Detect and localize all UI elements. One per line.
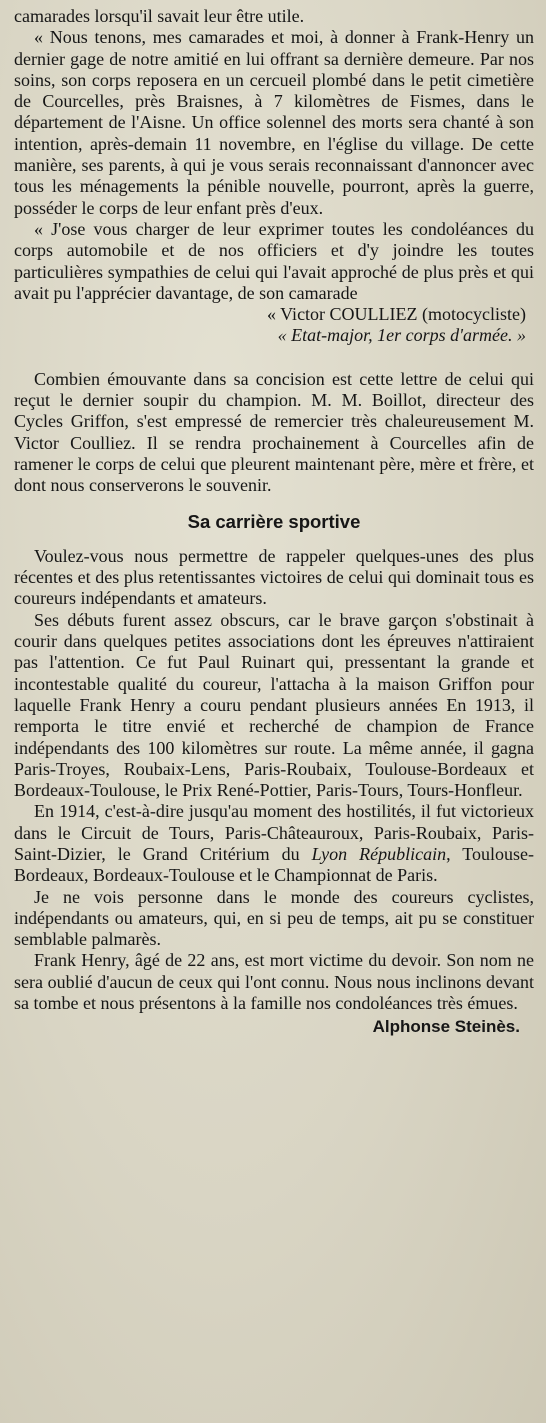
commentary-paragraph: Combien émouvante dans sa concision est cette lettre de celui qui reçut le dernier soupir du champion. M. M. Boillot, directeur des Cycles Griffon, s'est empressé de remercier très chaleureusement M. Victor Coulliez. Il se rendra prochainement à Courcelles afin de ramener le corps de celui que pleurent maintenant père, mère et frère, et dont nous conserverons le souvenir. bbox=[14, 368, 534, 496]
letter-paragraph: « Nous tenons, mes camarades et moi, à donner à Frank-Henry un dernier gage de notre amitié en lui offrant sa dernière demeure. Par nos soins, son corps reposera en un cercueil plombé dans le petit cimetière de Courcelles, près Braisnes, à 7 kilomètres de Fismes, dans le département de l'Aisne. Un office solennel des morts sera chanté à son intention, après-demain 11 novembre, en l'église du village. De cette manière, ses parents, à qui je vous serais reconnaissant d'annoncer avec tous les ménagements la pénible nouvelle, pourront, après la guerre, posséder le corps de leur enfant près d'eux. bbox=[14, 27, 534, 218]
closing-paragraph: Je ne vois personne dans le monde des coureurs cyclistes, indépendants ou amateurs, qui, en si peu de temps, ait pu se constituer semblable palmarès. bbox=[14, 886, 534, 950]
signature-unit-text: « Etat-major, 1er corps d'armée. » bbox=[277, 325, 526, 346]
letter-paragraph: « J'ose vous charger de leur exprimer toutes les condoléances du corps automobile et de nos officiers et d'y joindre les toutes particulières sympathies de celui qui l'avait approché de plus près et qui avait pu l'apprécier davantage, de son camarade bbox=[14, 218, 534, 303]
letter-paragraph-continuation: camarades lorsqu'il savait leur être utile. bbox=[14, 6, 305, 26]
career-paragraph-1914 bbox=[14, 801, 534, 886]
letter-signature-name bbox=[14, 304, 534, 325]
letter-signature-unit bbox=[14, 325, 534, 346]
paragraph-gap bbox=[14, 347, 534, 369]
career-paragraph: Ses débuts furent assez obscurs, car le brave garçon s'obstinait à courir dans quelques petites associations dont les épreuves n'attiraient pas l'attention. Ce fut Paul Ruinart qui, pressentant la grande et incontestable qualité du coureur, l'attacha à la maison Griffon pour laquelle Frank Henry a couru pendant plusieurs années En 1913, il remporta le titre envié et recherché de champion de France indépendants des 100 kilomètres sur route. La même année, il gagna Paris-Troyes, Roubaix-Lens, Paris-Roubaix, Toulouse-Bordeaux et Bordeaux-Toulouse, le Prix René-Pottier, Paris-Tours, Tours-Honfleur. bbox=[14, 609, 534, 801]
signature-name-text: « Victor COULLIEZ (motocycliste) bbox=[266, 304, 526, 325]
career-1914-text-b: , Toulouse-Bordeaux, Bordeaux-Toulouse et le Championnat de Paris. bbox=[14, 843, 534, 886]
closing-paragraph: Frank Henry, âgé de 22 ans, est mort victime du devoir. Son nom ne sera oublié d'aucun de ceux qui l'ont connu. Nous nous inclinons devant sa tombe et nous présentons à la famille nos condoléances très émues. bbox=[14, 950, 534, 1014]
career-paragraph: Voulez-vous nous permettre de rappeler quelques-unes des plus récentes et des plus retentissantes victoires de celui qui dominait tous es coureurs indépendants et amateurs. bbox=[14, 545, 534, 609]
career-1914-text-a: En 1914, c'est-à-dire jusqu'au moment des hostilités, il fut victorieux dans le Circuit de Tours, Paris-Châteauroux, Paris-Roubaix, Paris-Saint-Dizier, le Grand Critérium du bbox=[14, 801, 534, 864]
article-author: Alphonse Steinès. bbox=[372, 1017, 520, 1037]
section-heading: Sa carrière sportive bbox=[187, 510, 361, 532]
newspaper-title-italic: Lyon Républicain bbox=[311, 843, 447, 864]
